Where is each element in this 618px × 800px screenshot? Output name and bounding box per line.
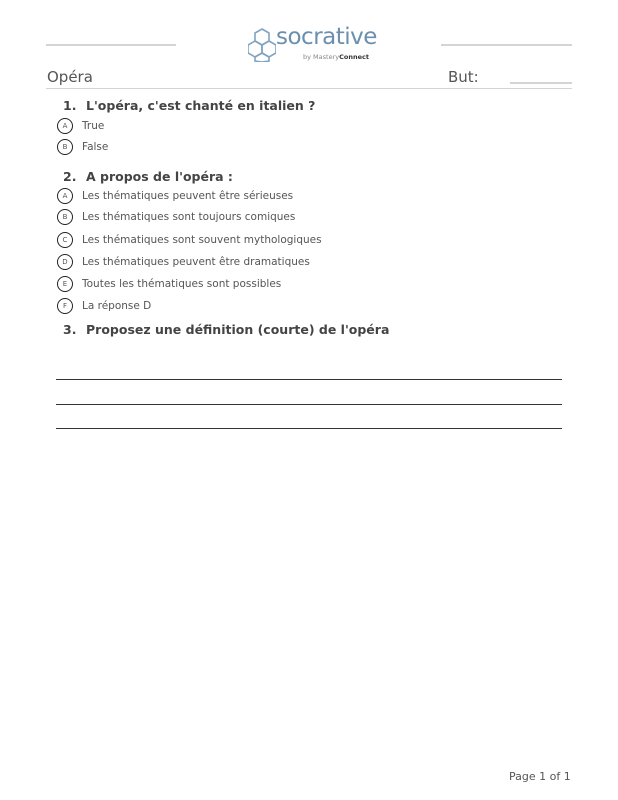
option-2a[interactable]: A Les thématiques peuvent être sérieuses <box>57 187 293 205</box>
header-divider <box>46 88 572 89</box>
score-line <box>510 82 572 84</box>
quiz-title: Opéra <box>47 68 93 86</box>
name-line <box>46 44 176 46</box>
option-2e[interactable]: E Toutes les thématiques sont possibles <box>57 275 281 293</box>
answer-line[interactable] <box>56 404 562 405</box>
answer-line[interactable] <box>56 428 562 429</box>
question-3: 3. Proposez une définition (courte) de l'opéra <box>63 322 390 337</box>
answer-bubble[interactable]: A <box>57 118 73 134</box>
answer-bubble[interactable]: E <box>57 276 73 292</box>
logo-byline: by MasteryConnect <box>303 53 369 61</box>
answer-bubble[interactable]: F <box>57 298 73 314</box>
question-2: 2. A propos de l'opéra : <box>63 169 233 184</box>
answer-bubble[interactable]: B <box>57 209 73 225</box>
answer-bubble[interactable]: C <box>57 232 73 248</box>
option-2f[interactable]: F La réponse D <box>57 297 151 315</box>
answer-bubble[interactable]: A <box>57 188 73 204</box>
option-2b[interactable]: B Les thématiques sont toujours comiques <box>57 208 295 226</box>
answer-bubble[interactable]: B <box>57 139 73 155</box>
option-1a[interactable]: A True <box>57 117 104 135</box>
option-1b[interactable]: B False <box>57 138 108 156</box>
score-label: But: <box>448 68 479 86</box>
option-2c[interactable]: C Les thématiques sont souvent mythologiques <box>57 231 322 249</box>
hexagon-logo-icon <box>248 28 276 62</box>
date-line <box>441 44 572 46</box>
logo-wordmark: socrative <box>276 24 377 50</box>
socrative-logo <box>248 24 378 64</box>
page-number: Page 1 of 1 <box>509 770 571 783</box>
answer-line[interactable] <box>56 379 562 380</box>
question-1: 1. L'opéra, c'est chanté en italien ? <box>63 98 316 113</box>
answer-bubble[interactable]: D <box>57 254 73 270</box>
option-2d[interactable]: D Les thématiques peuvent être dramatiques <box>57 253 310 271</box>
